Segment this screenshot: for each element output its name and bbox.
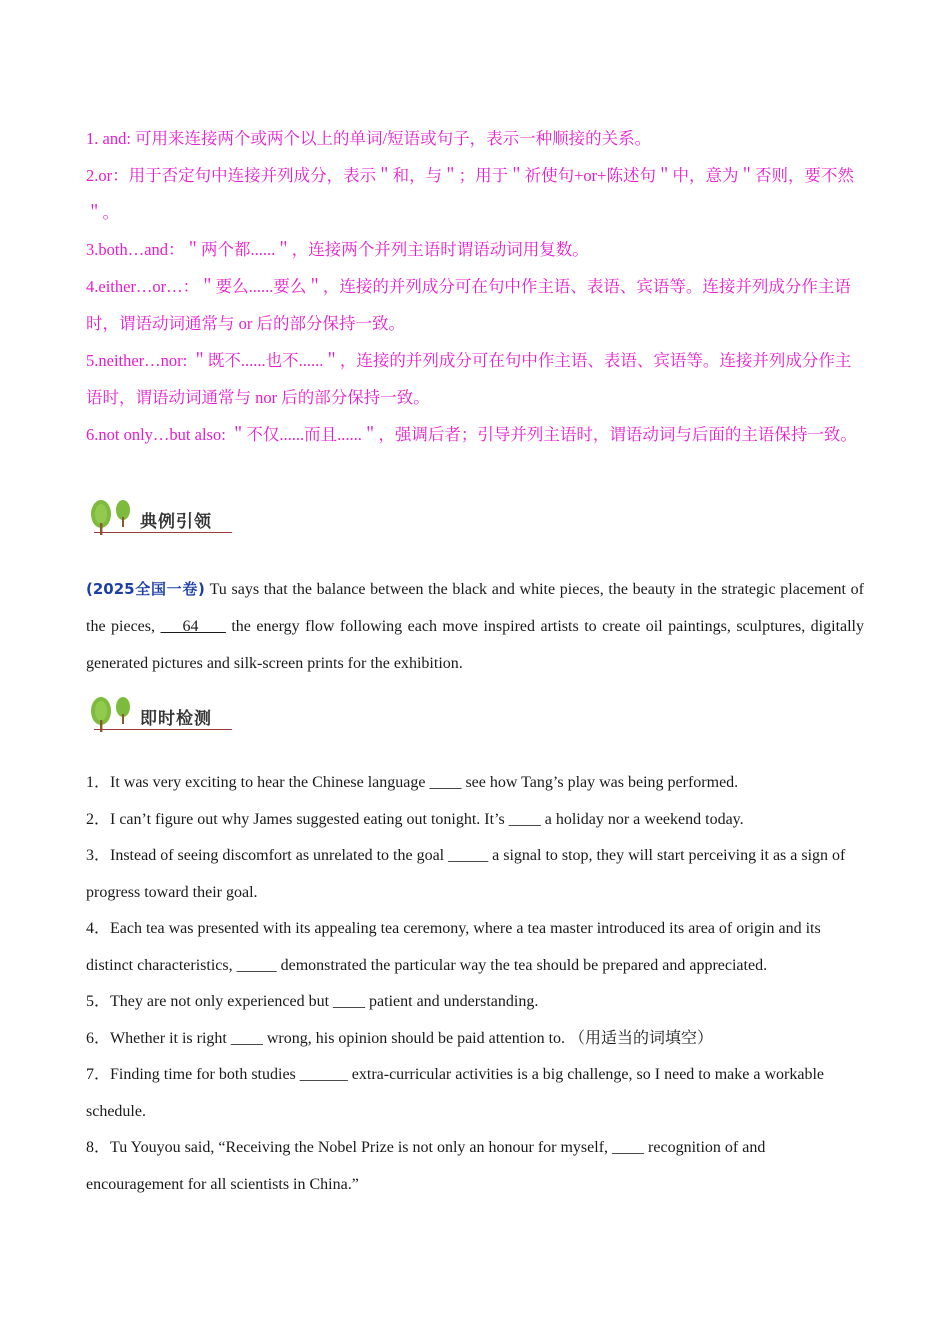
example-heading-underline	[94, 532, 232, 533]
questions-list	[86, 765, 864, 1203]
example-heading	[86, 497, 236, 539]
check-heading	[86, 694, 236, 736]
example-text-before: Tu says that the balance between the black and white pieces, the beauty in the strategic placement of the pieces,	[86, 581, 865, 635]
rule-and: 1. and: 可用来连接两个或两个以上的单词/短语或句子，表示一种顺接的关系。	[86, 129, 652, 148]
question-2: 2．I can’t figure out why James suggested eating out tonight. It’s ____ a holiday nor a weekend today.	[86, 810, 744, 828]
example-blank: 64	[160, 618, 226, 635]
check-heading-text: 即时检测	[140, 709, 212, 729]
example-heading-text: 典例引领	[140, 512, 212, 532]
question-5: 5．They are not only experienced but ____ patient and understanding.	[86, 993, 539, 1010]
question-8: 8．Tu Youyou said, “Receiving the Nobel Prize is not only an honour for myself, ____ recognition of and encouragement for all scientists in China.”	[86, 1139, 766, 1193]
rule-either-or: 4.either…or…：＂要么......要么＂，连接的并列成分可在句中作主语、表语、宾语等。连接并列成分作主语时，谓语动词通常与 or 后的部分保持一致。	[86, 277, 851, 333]
rule-both-and: 3.both…and：＂两个都......＂，连接两个并列主语时谓语动词用复数。	[86, 240, 589, 259]
question-1: 1．It was very exciting to hear the Chinese language ____ see how Tang’s play was being performed.	[86, 774, 739, 791]
rule-or: 2.or：用于否定句中连接并列成分，表示＂和，与＂；用于＂祈使句+or+陈述句＂中，意为＂否则，要不然＂。	[86, 166, 854, 222]
question-4: 4．Each tea was presented with its appealing tea ceremony, where a tea master introduced its area of origin and its distinct characteristics, _____ demonstrated the particular way the tea should be prepared and appreciated.	[86, 920, 821, 974]
rule-not-only-but-also: 6.not only…but also: ＂不仅......而且......＂，强调后者；引导并列主语时，谓语动词与后面的主语保持一致。	[86, 425, 857, 444]
example-source: (2025全国一卷)	[86, 580, 205, 598]
rule-neither-nor: 5.neither…nor: ＂既不......也不......＂，连接的并列成分可在句中作主语、表语、宾语等。连接并列成分作主语时，谓语动词通常与 nor 后的部分保持一致。	[86, 351, 852, 407]
check-heading-underline	[94, 729, 232, 730]
question-6: 6．Whether it is right ____ wrong, his opinion should be paid attention to. （用适当的词填空）	[86, 1029, 714, 1047]
rules-list	[86, 120, 864, 453]
question-7: 7．Finding time for both studies ______ extra-curricular activities is a big challenge, so I need to make a workable schedule.	[86, 1066, 825, 1120]
question-3: 3．Instead of seeing discomfort as unrelated to the goal _____ a signal to stop, they will start perceiving it as a sign of progress toward their goal.	[86, 847, 846, 901]
tree-icon	[88, 497, 134, 537]
example-passage	[86, 571, 864, 682]
tree-icon	[88, 694, 134, 734]
example-text-after: the energy flow following each move inspired artists to create oil paintings, sculptures, digitally generated pictures and silk-screen prints for the exhibition.	[86, 618, 865, 672]
